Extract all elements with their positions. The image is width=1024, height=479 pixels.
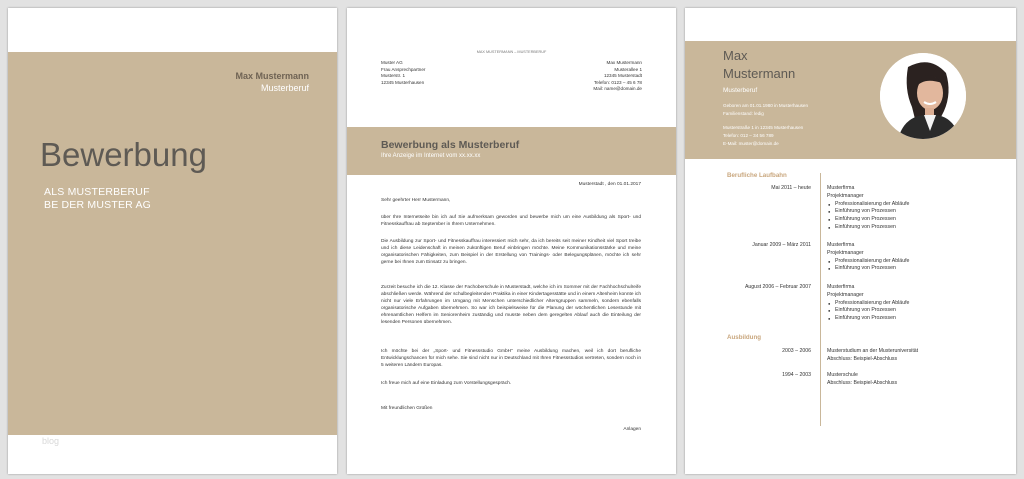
cover-color-band: [8, 52, 337, 435]
letter-closing: Mit freundlichen Grüßen: [381, 406, 433, 411]
profile-photo: [880, 53, 966, 139]
letter-paragraph: Zurzeit besuche ich die 12. Klasse der Fachoberschule in Musterstadt, welche ich im Sommer mit der Fachhochschulreife abschließen werde. Während der schulbegleitenden Praktika in einer Kindertagesstätte und in einem Altenheim konnte ich nicht nur viele Erfahrungen im Umgang mit Menschen unterschiedlicher Altersgruppen sammeln, sondern ebenfalls organisatorische Aufgaben übernehmen. So war ich beispielsweise für die Planung der wöchentlichen Lesestunde mit ehrenamtlichen Helfern im Seniorenheim zuständig und musste neben dem geregelten Ablauf auch die Einteilung der lesenden Personen übernehmen.: [381, 285, 641, 326]
letter-paragraph: Ich möchte bei der „Sport- und Fitnessstudio GmbH“ meine Ausbildung machen, weil ich dort berufliche Entwicklungschancen für mich sehe. Sie sind nicht nur in Deutschland mit Ihren Fitnessstudios vertreten, sondern noch in 5 weiteren Ländern Europas.: [381, 349, 641, 369]
education-date: 1994 – 2003: [782, 372, 811, 378]
education-line: Abschluss: Beispiel-Abschluss: [827, 379, 898, 386]
career-bullet: ● Einführung von Prozessen: [827, 208, 909, 216]
sender-address: [593, 60, 642, 93]
letter-subtitle: Ihre Anzeige im Internet vom xx.xx.xx: [381, 153, 481, 159]
address-line: Telefon: 0123 – 45 6 78: [593, 79, 642, 85]
cv-info-line: E-Mail: muster@domain.de: [723, 141, 779, 146]
timeline-divider: [820, 173, 821, 426]
address-line: Max Mustermann: [606, 60, 642, 65]
letter-paragraph: Die Ausbildung zur Sport- und Fitnesskauffrau interessiert mich sehr, da ich bereits seit meiner Kindheit viel Sport treibe und ich diese Leidenschaft in meinen zukünftigen Beruf einbringen möchte. Meine Kommunikationsstärke und meine organisatorischen Fähigkeiten, zum Beispiel in der Erstellung von Trainings- oder Belegungsplänen, möchte ich sehr gerne bei Ihnen zum Einsatz zu bringen.: [381, 239, 641, 266]
cv-info-line: Telefon: 012 – 34 56 789: [723, 133, 774, 138]
letter-title: Bewerbung als Musterberuf: [381, 139, 520, 151]
career-date: Mai 2011 – heute: [771, 185, 811, 191]
letter-header: MAX MUSTERMANN – MUSTERBERUF: [476, 50, 547, 54]
profile-photo-icon: [880, 53, 966, 139]
career-position: Projektmanager: [827, 291, 864, 298]
address-line: 12345 Musterhausen: [381, 79, 425, 85]
address-line: Mail: name@domain.de: [593, 86, 642, 91]
section-education-heading: Ausbildung: [727, 334, 762, 341]
letter-paragraph: über Ihre Internetseite bin ich auf Sie aufmerksam geworden und bewerbe mich um eine Ausbildung als Sport- und Fitnesskauffrau ab September in Ihrem Unternehmen.: [381, 215, 641, 228]
cover-name: Max Mustermann: [235, 71, 309, 81]
career-bullet: ● Einführung von Prozessen: [827, 265, 909, 273]
education-line: Abschluss: Beispiel-Abschluss: [827, 355, 898, 362]
education-date: 2003 – 2006: [782, 348, 811, 354]
career-entry: [827, 242, 909, 273]
career-bullet: ● Professionalisierung der Abläufe: [827, 300, 909, 308]
career-bullet: ● Einführung von Prozessen: [827, 216, 909, 224]
cover-page[interactable]: [8, 8, 337, 474]
letter-salutation: Sehr geehrter Herr Mustermann,: [381, 198, 451, 203]
career-bullet: ● Einführung von Prozessen: [827, 307, 909, 315]
section-career-heading: Berufliche Laufbahn: [727, 172, 787, 179]
career-bullet: ● Professionalisierung der Abläufe: [827, 201, 909, 209]
address-line: 12345 Musterstadt: [603, 73, 642, 78]
career-position: Projektmanager: [827, 249, 864, 256]
letter-title-band: [347, 127, 676, 175]
cover-job: Musterberuf: [260, 83, 309, 93]
cv-page[interactable]: [685, 8, 1016, 474]
watermark: blog: [42, 436, 60, 446]
address-line: Muster AG: [381, 60, 403, 65]
education-entry: [827, 372, 897, 388]
career-bullet: ● Professionalisierung der Abläufe: [827, 258, 909, 266]
cv-info-line: Geboren am 01.01.1980 in Musterhausen: [723, 103, 809, 108]
cv-last-name: Mustermann: [723, 66, 796, 81]
career-entry: [827, 185, 909, 232]
career-bullet: ● Einführung von Prozessen: [827, 315, 909, 323]
education-entry: [827, 348, 918, 364]
address-line: Frau Ansprechpartner: [381, 66, 426, 72]
cover-subtitle-line1: ALS MUSTERBERUF: [44, 186, 150, 198]
cv-first-name: Max: [723, 48, 748, 63]
career-date: August 2006 – Februar 2007: [744, 284, 811, 290]
career-entry: [827, 284, 909, 323]
recipient-address: [381, 60, 425, 86]
career-company: Musterfirma: [827, 242, 855, 248]
cover-title: Bewerbung: [40, 136, 207, 173]
cv-role: Musterberuf: [723, 87, 758, 94]
cv-info-line: Musterstraße 1 in 12345 Musterhausen: [723, 125, 804, 130]
letter-attachments: Anlagen: [623, 427, 641, 432]
career-company: Musterfirma: [827, 185, 855, 191]
cover-subtitle-line2: BE DER MUSTER AG: [44, 199, 152, 211]
address-line: Musterstr. 1: [381, 73, 405, 78]
education-line: Musterschule: [827, 372, 858, 378]
address-line: Musterallee 1: [614, 66, 642, 72]
letter-date: Musterstadt , den 01.01.2017: [578, 182, 641, 187]
cv-info-line: Familienstand: ledig: [723, 111, 764, 116]
career-position: Projektmanager: [827, 192, 864, 199]
letter-page[interactable]: [347, 8, 676, 474]
career-company: Musterfirma: [827, 284, 855, 290]
letter-paragraph: Ich freue mich auf eine Einladung zum Vorstellungsgespräch.: [381, 381, 512, 386]
career-bullet: ● Einführung von Prozessen: [827, 224, 909, 232]
career-date: Januar 2009 – März 2011: [752, 242, 811, 248]
education-line: Musterstudium an der Musteruniversität: [827, 348, 919, 354]
